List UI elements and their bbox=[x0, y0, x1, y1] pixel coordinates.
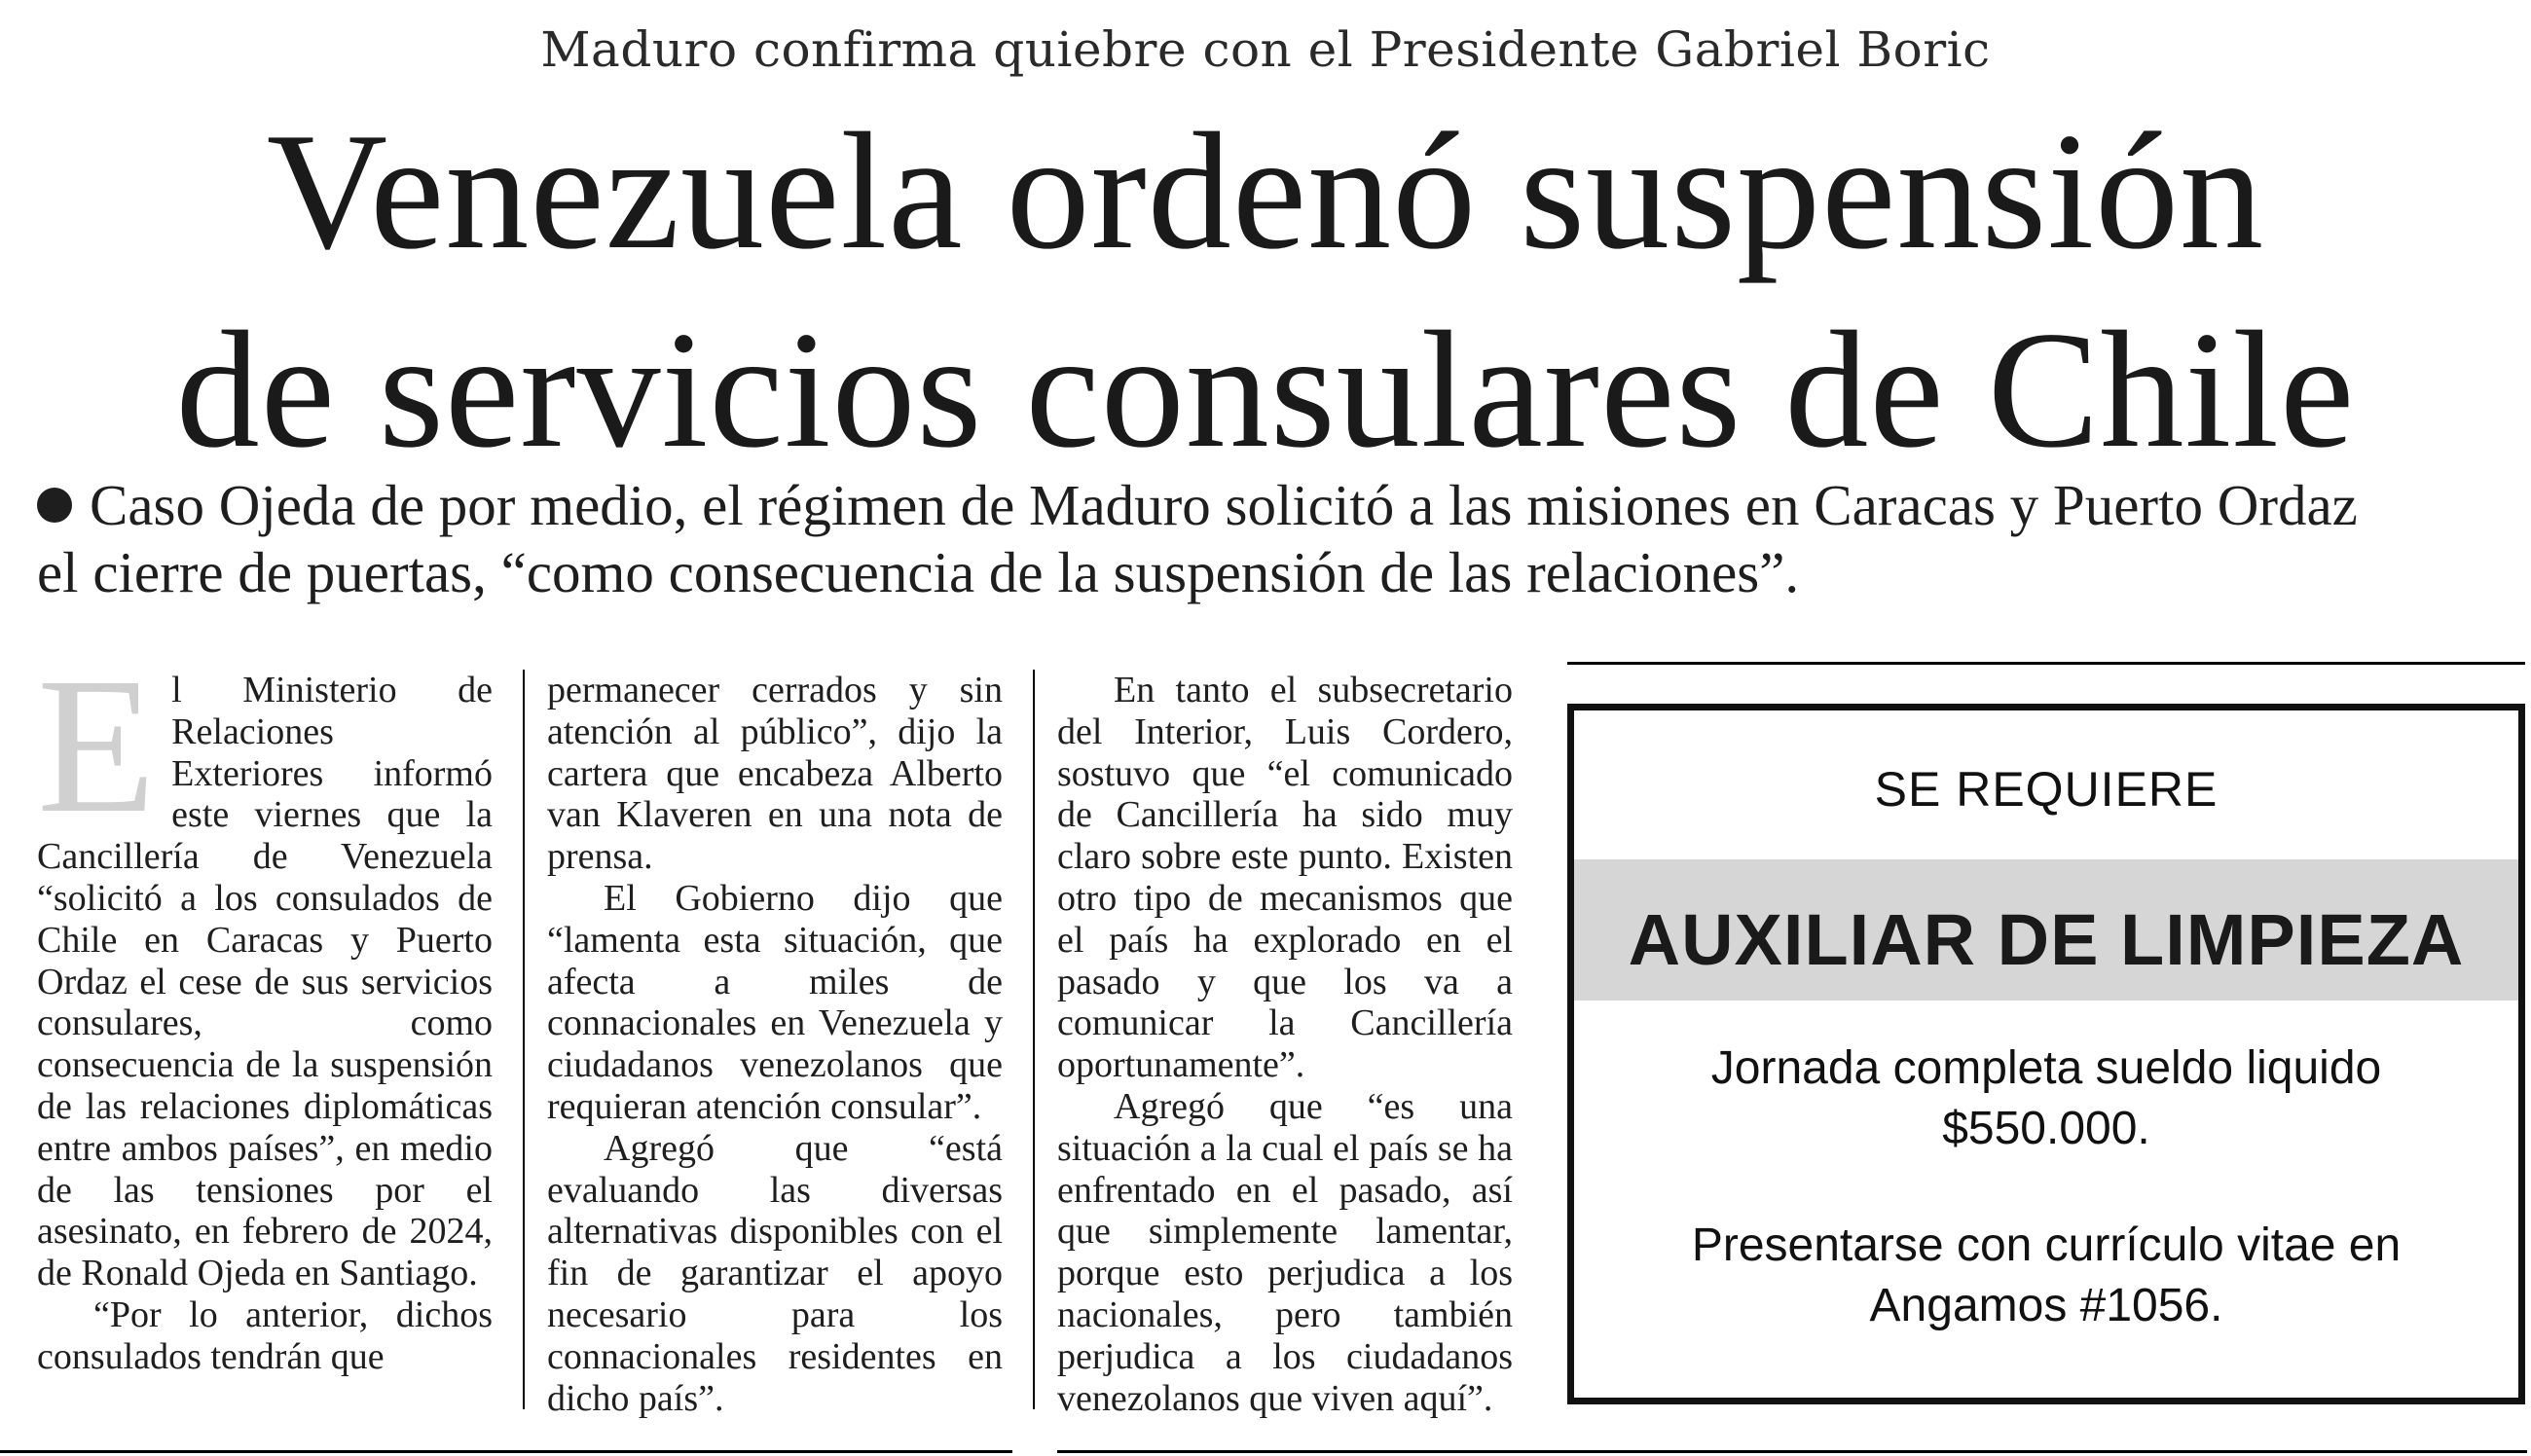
ad-title: AUXILIAR DE LIMPIEZA bbox=[1628, 899, 2465, 980]
article-paragraph: Agregó que “está evaluando las diversas alternativas disponibles con el fin de garantizar el apoyo necesario para los connacionales residentes en dicho país”. bbox=[547, 1127, 1003, 1419]
article-column-3 bbox=[1057, 670, 1513, 1419]
ad-heading: SE REQUIERE bbox=[1874, 762, 2219, 817]
ad-line: Jornada completa sueldo liquido bbox=[1710, 1042, 2382, 1094]
drop-cap: E bbox=[37, 638, 157, 854]
summary-line-1: Caso Ojeda de por medio, el régimen de Maduro solicitó a las misiones en Caracas y Puerto Ordaz bbox=[90, 473, 2358, 537]
ad-line: Presentarse con currículo vitae en bbox=[1691, 1219, 2402, 1271]
article-paragraph: Agregó que “es una situación a la cual el país se ha enfrentado en el pasado, así que simplemente lamentar, porque esto perjudica a los nacionales, pero también perjudica a los ciudadanos venezolanos que viven aquí”. bbox=[1057, 1085, 1513, 1419]
article-paragraph: “Por lo anterior, dichos consulados tendrán que bbox=[37, 1293, 493, 1377]
ad-top-rule bbox=[1567, 662, 2525, 665]
article-paragraph: l Ministerio de Relaciones Exteriores informó este viernes que la Cancillería de Venezuela “solicitó a los consulados de Chile en Caracas y Puerto Ordaz el cese de sus servicios consulares, como consecuencia de la suspensión de las relaciones diplomáticas entre ambos países”, en medio de las tensiones por el asesinato, en febrero de 2024, de Ronald Ojeda en Santiago. bbox=[37, 670, 493, 1294]
article-column-1 bbox=[37, 638, 493, 1378]
headline-line-2: de servicios consulares de Chile bbox=[175, 298, 2356, 483]
article-paragraph: permanecer cerrados y sin atención al público”, dijo la cartera que encabeza Alberto van Klaveren en una nota de prensa. bbox=[547, 670, 1003, 878]
ad-address: Angamos #1056. bbox=[1869, 1280, 2223, 1331]
column-divider bbox=[1033, 670, 1035, 1409]
article-paragraph: En tanto el subsecretario del Interior, Luis Cordero, sostuvo que “el comunicado de Cancillería ha sido muy claro sobre este punto. Existen otro tipo de mecanismos que el país ha explorado en el pasado y que los va a comunicar la Cancillería oportunamente”. bbox=[1057, 670, 1513, 1086]
headline bbox=[0, 92, 2531, 490]
kicker: Maduro confirma quiebre con el Presidente Gabriel Boric bbox=[540, 21, 1991, 78]
article-column-2 bbox=[547, 670, 1003, 1419]
column-divider bbox=[523, 670, 525, 1409]
article-paragraph: El Gobierno dijo que “lamenta esta situación, que afecta a miles de connacionales en Venezuela y ciudadanos venezolanos que requieran atención consular”. bbox=[547, 877, 1003, 1127]
ad-title-band bbox=[1574, 859, 2518, 1001]
bottom-rule bbox=[0, 1450, 1012, 1453]
summary-lead bbox=[37, 472, 2500, 606]
bullet-icon bbox=[37, 488, 72, 523]
headline-line-1: Venezuela ordenó suspensión bbox=[266, 99, 2265, 284]
bottom-rule bbox=[1057, 1450, 2527, 1453]
job-ad bbox=[1567, 704, 2525, 1404]
summary-line-2: el cierre de puertas, “como consecuencia de la suspensión de las relaciones”. bbox=[37, 540, 1800, 604]
ad-salary: $550.000. bbox=[1942, 1103, 2150, 1154]
